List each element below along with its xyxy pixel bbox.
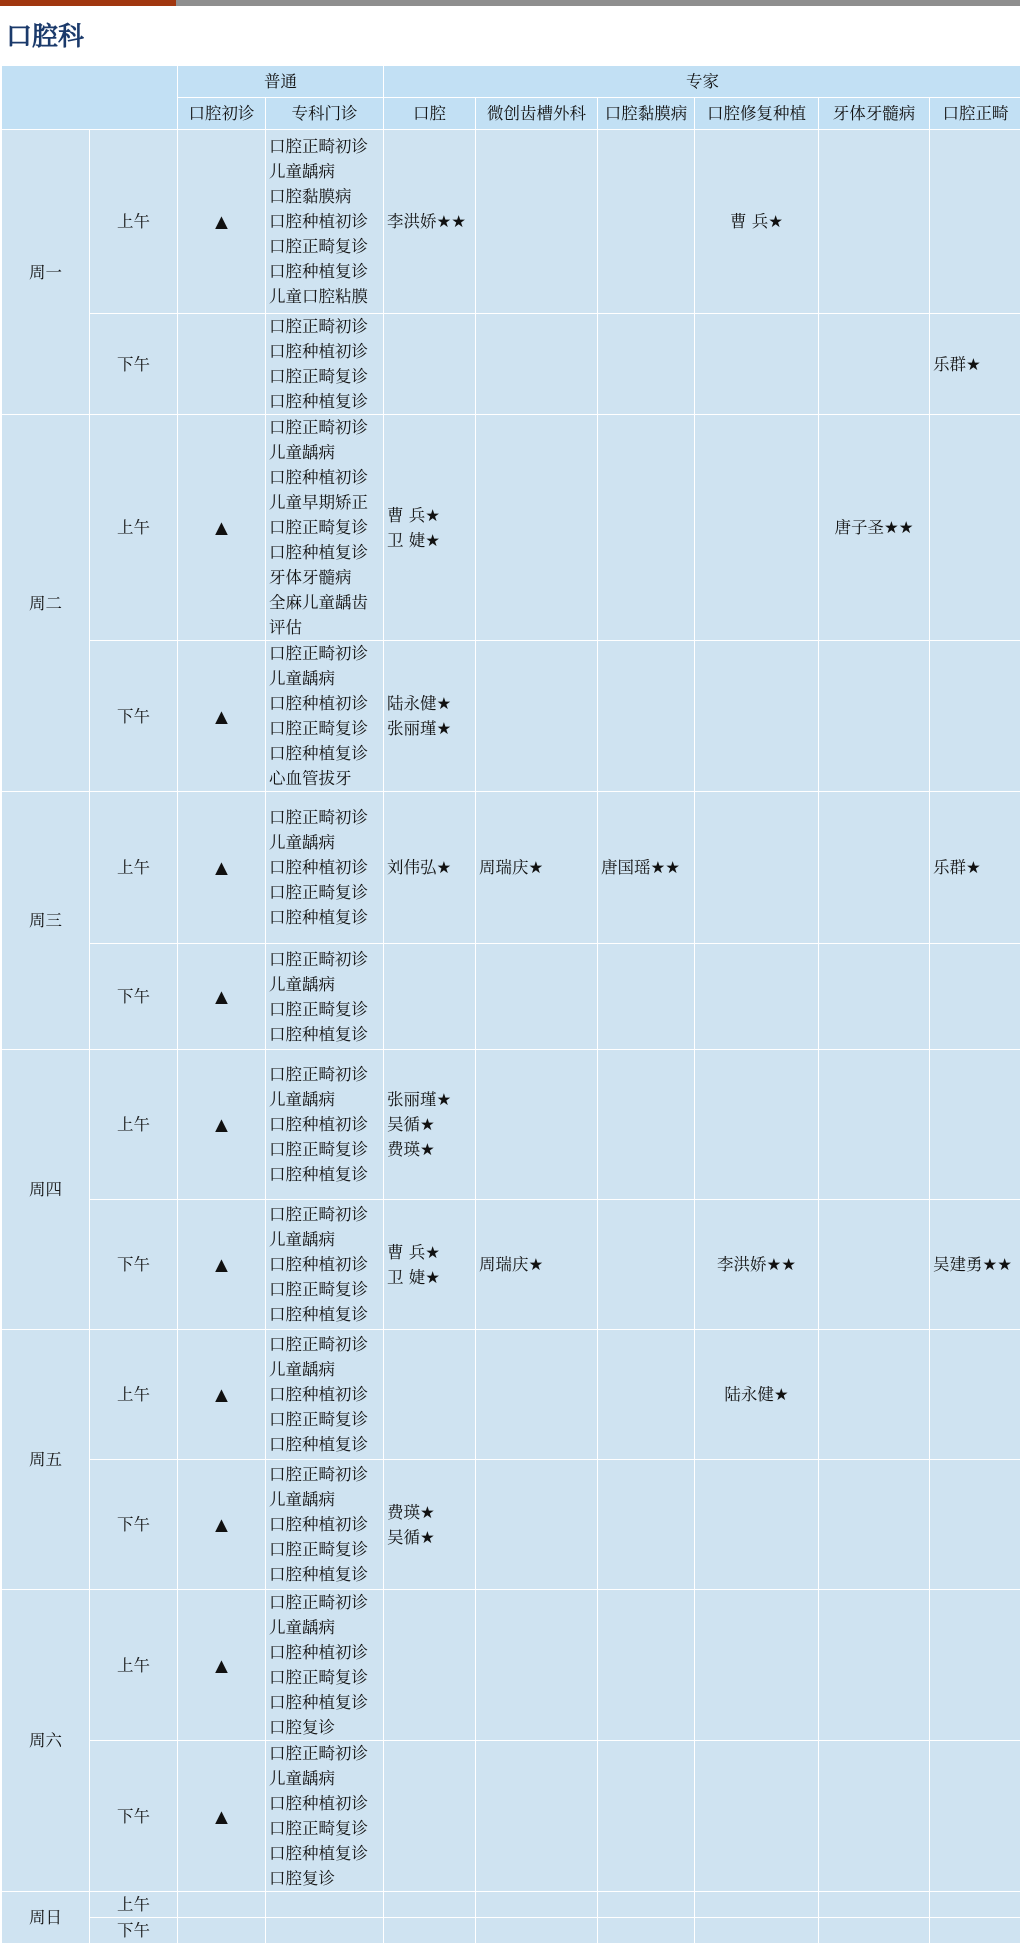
cell-line: 口腔正畸复诊 (269, 237, 368, 256)
header-group-general: 普通 (178, 66, 384, 98)
cell-line: 口腔种植复诊 (269, 908, 368, 927)
cell-line: 陆永健★ (387, 694, 452, 713)
cell-line: 口腔种植复诊 (269, 392, 368, 411)
orthodontics-cell (930, 1200, 1020, 1330)
header-endodontics: 牙体牙髓病 (819, 98, 930, 130)
session-label: 上午 (90, 1050, 178, 1200)
cell-line: 口腔正畸初诊 (269, 1335, 368, 1354)
cell-line: 口腔种植初诊 (269, 1643, 368, 1662)
orthodontics-cell (930, 1741, 1020, 1892)
specialty-clinic-cell (266, 1892, 384, 1918)
cell-line: 乐群★ (933, 858, 981, 877)
cell-line: 口腔正畸初诊 (269, 1205, 368, 1224)
orthodontics-cell (930, 1590, 1020, 1741)
cell-line: 曹 兵★ (387, 505, 441, 525)
session-label: 下午 (90, 1460, 178, 1590)
specialty-clinic-cell (266, 641, 384, 792)
cell-line: 口腔正畸复诊 (269, 999, 368, 1019)
cell-line: 卫 婕★ (387, 530, 441, 550)
cell-line: 儿童早期矫正 (269, 493, 368, 512)
session-row (2, 1741, 1020, 1892)
endodontics-cell (819, 1460, 930, 1590)
cell-line: 口腔种植初诊 (269, 1115, 368, 1134)
specialty-clinic-cell (266, 944, 384, 1050)
cell-line: 口腔种植初诊 (269, 858, 368, 877)
micro-surgery-cell (476, 641, 598, 792)
mucosa-cell (598, 314, 695, 415)
cell-line: 卫 婕★ (387, 1267, 441, 1287)
cell-line: 费瑛★ (387, 1502, 435, 1522)
oral-cell (384, 1050, 476, 1200)
cell-line: 张丽瑾★ (387, 1090, 452, 1109)
oral-cell (384, 1918, 476, 1944)
cell-line: 口腔正畸初诊 (269, 418, 368, 437)
endodontics-cell (819, 944, 930, 1050)
cell-line: 口腔复诊 (269, 1869, 335, 1888)
initial-visit-cell: ▲ (178, 1200, 266, 1330)
mucosa-cell (598, 1892, 695, 1918)
cell-line: 口腔种植复诊 (269, 1435, 368, 1454)
initial-visit-cell: ▲ (178, 415, 266, 641)
session-row (2, 944, 1020, 1050)
day-label: 周二 (2, 415, 90, 792)
cell-line: 口腔种植复诊 (269, 543, 368, 562)
endodontics-cell (819, 130, 930, 314)
day-label: 周三 (2, 792, 90, 1050)
cell-line: 口腔正畸复诊 (269, 367, 368, 386)
micro-surgery-cell (476, 1200, 598, 1330)
oral-cell (384, 641, 476, 792)
endodontics-cell (819, 792, 930, 944)
cell-line: 口腔种植复诊 (269, 1024, 368, 1044)
endodontics-cell (819, 1330, 930, 1460)
prosthetic-cell (695, 1918, 819, 1944)
endodontics-cell (819, 415, 930, 641)
cell-line: 费瑛★ (387, 1140, 435, 1159)
oral-cell (384, 1200, 476, 1330)
prosthetic-cell (695, 314, 819, 415)
cell-line: 曹 兵★ (729, 212, 784, 231)
cell-line: 口腔正畸初诊 (269, 644, 368, 663)
mucosa-cell (598, 1590, 695, 1741)
cell-line: 口腔正畸复诊 (269, 1140, 368, 1159)
prosthetic-cell (695, 641, 819, 792)
session-label: 下午 (90, 944, 178, 1050)
cell-line: 口腔正畸初诊 (269, 1065, 368, 1084)
cell-line: 儿童龋病 (269, 162, 335, 181)
specialty-clinic-cell (266, 1330, 384, 1460)
cell-line: 口腔种植复诊 (269, 262, 368, 281)
header-specialty-clinic: 专科门诊 (266, 98, 384, 130)
cell-line: 口腔种植初诊 (269, 342, 368, 361)
header-prosthetic-implant: 口腔修复种植 (695, 98, 819, 130)
endodontics-cell (819, 314, 930, 415)
micro-surgery-cell (476, 944, 598, 1050)
micro-surgery-cell (476, 130, 598, 314)
initial-visit-cell: ▲ (178, 641, 266, 792)
orthodontics-cell (930, 1918, 1020, 1944)
cell-line: 口腔复诊 (269, 1718, 335, 1737)
top-bar-accent (0, 0, 176, 6)
specialty-clinic-cell (266, 1590, 384, 1741)
cell-line: 儿童龋病 (269, 833, 335, 852)
micro-surgery-cell (476, 792, 598, 944)
cell-line: 刘伟弘★ (387, 858, 452, 877)
initial-visit-cell (178, 1918, 266, 1944)
cell-line: 口腔种植复诊 (269, 1693, 368, 1712)
prosthetic-cell (695, 1741, 819, 1892)
session-row (2, 792, 1020, 944)
session-label: 上午 (90, 415, 178, 641)
endodontics-cell (819, 641, 930, 792)
cell-line: 儿童龋病 (269, 1490, 335, 1509)
prosthetic-cell (695, 944, 819, 1050)
oral-cell (384, 1460, 476, 1590)
session-row (2, 130, 1020, 314)
prosthetic-cell (695, 1050, 819, 1200)
orthodontics-cell (930, 1892, 1020, 1918)
day-label: 周五 (2, 1330, 90, 1590)
cell-line: 李洪娇★★ (716, 1255, 797, 1274)
mucosa-cell (598, 1741, 695, 1892)
initial-visit-cell: ▲ (178, 792, 266, 944)
oral-cell (384, 1330, 476, 1460)
initial-visit-cell: ▲ (178, 1460, 266, 1590)
cell-line: 口腔种植复诊 (269, 1844, 368, 1863)
session-label: 下午 (90, 1918, 178, 1944)
specialty-clinic-cell (266, 314, 384, 415)
page-title: 口腔科 (6, 22, 85, 52)
cell-line: 李洪娇★★ (387, 212, 467, 231)
cell-line: 儿童龋病 (269, 443, 335, 462)
initial-visit-cell: ▲ (178, 944, 266, 1050)
orthodontics-cell (930, 1330, 1020, 1460)
session-label: 上午 (90, 792, 178, 944)
mucosa-cell (598, 944, 695, 1050)
micro-surgery-cell (476, 1741, 598, 1892)
cell-line: 口腔正畸复诊 (269, 1410, 368, 1429)
session-label: 下午 (90, 1200, 178, 1330)
micro-surgery-cell (476, 1892, 598, 1918)
endodontics-cell (819, 1741, 930, 1892)
initial-visit-cell (178, 314, 266, 415)
initial-visit-cell: ▲ (178, 1330, 266, 1460)
specialty-clinic-cell (266, 1200, 384, 1330)
header-oral-mucosa: 口腔黏膜病 (598, 98, 695, 130)
mucosa-cell (598, 415, 695, 641)
micro-surgery-cell (476, 1918, 598, 1944)
cell-line: 口腔种植初诊 (269, 468, 368, 487)
session-label: 上午 (90, 1590, 178, 1741)
cell-line: 儿童龋病 (269, 1090, 335, 1109)
session-label: 下午 (90, 1741, 178, 1892)
initial-visit-cell: ▲ (178, 130, 266, 314)
day-label: 周日 (2, 1892, 90, 1944)
cell-line: 吴建勇★★ (933, 1255, 1013, 1274)
schedule-table (1, 65, 1020, 1944)
top-color-bar (0, 0, 1020, 6)
session-row (2, 641, 1020, 792)
cell-line: 唐子圣★★ (834, 518, 914, 537)
initial-visit-cell (178, 1892, 266, 1918)
prosthetic-cell (695, 1460, 819, 1590)
cell-line: 牙体牙髓病 (269, 568, 352, 587)
cell-line: 口腔种植初诊 (269, 1515, 368, 1534)
orthodontics-cell (930, 792, 1020, 944)
session-label: 下午 (90, 314, 178, 415)
session-row (2, 1460, 1020, 1590)
prosthetic-cell (695, 1892, 819, 1918)
oral-cell (384, 792, 476, 944)
header-oral: 口腔 (384, 98, 476, 130)
cell-line: 儿童龋病 (269, 669, 335, 688)
cell-line: 儿童口腔粘膜 (269, 287, 368, 306)
prosthetic-cell (695, 792, 819, 944)
cell-line: 口腔种植初诊 (269, 1794, 368, 1813)
session-row (2, 1200, 1020, 1330)
mucosa-cell (598, 792, 695, 944)
mucosa-cell (598, 1200, 695, 1330)
cell-line: 口腔正畸初诊 (269, 137, 368, 156)
specialty-clinic-cell (266, 1050, 384, 1200)
specialty-clinic-cell (266, 415, 384, 641)
cell-line: 曹 兵★ (387, 1242, 441, 1262)
mucosa-cell (598, 1330, 695, 1460)
specialty-clinic-cell (266, 1460, 384, 1590)
cell-line: 口腔正畸复诊 (269, 1540, 368, 1559)
mucosa-cell (598, 130, 695, 314)
micro-surgery-cell (476, 415, 598, 641)
cell-line: 口腔正畸复诊 (269, 1668, 368, 1687)
cell-line: 口腔正畸初诊 (269, 317, 368, 336)
oral-cell (384, 1590, 476, 1741)
cell-line: 儿童龋病 (269, 1769, 335, 1788)
cell-line: 儿童龋病 (269, 974, 335, 994)
initial-visit-cell: ▲ (178, 1050, 266, 1200)
session-row (2, 1330, 1020, 1460)
endodontics-cell (819, 1590, 930, 1741)
header-row-groups (2, 66, 1020, 98)
orthodontics-cell (930, 641, 1020, 792)
cell-line: 口腔正畸初诊 (269, 808, 368, 827)
session-row (2, 314, 1020, 415)
session-row (2, 1590, 1020, 1741)
cell-line: 口腔种植初诊 (269, 212, 368, 231)
cell-line: 口腔种植复诊 (269, 744, 368, 763)
cell-line: 儿童龋病 (269, 1230, 335, 1249)
mucosa-cell (598, 1918, 695, 1944)
session-label: 上午 (90, 1330, 178, 1460)
endodontics-cell (819, 1918, 930, 1944)
cell-line: 吴循★ (387, 1115, 435, 1134)
cell-line: 评估 (269, 618, 302, 637)
cell-line: 儿童龋病 (269, 1618, 335, 1637)
cell-line: 口腔正畸初诊 (269, 1744, 368, 1763)
orthodontics-cell (930, 415, 1020, 641)
micro-surgery-cell (476, 1050, 598, 1200)
header-group-expert: 专家 (384, 66, 1020, 98)
cell-line: 口腔种植初诊 (269, 1255, 368, 1274)
mucosa-cell (598, 641, 695, 792)
micro-surgery-cell (476, 1330, 598, 1460)
cell-line: 口腔正畸复诊 (269, 883, 368, 902)
initial-visit-cell: ▲ (178, 1590, 266, 1741)
mucosa-cell (598, 1460, 695, 1590)
cell-line: 心血管拔牙 (269, 769, 352, 788)
cell-line: 儿童龋病 (269, 1360, 335, 1379)
cell-line: 口腔正畸复诊 (269, 1819, 368, 1838)
cell-line: 张丽瑾★ (387, 719, 452, 738)
cell-line: 口腔种植复诊 (269, 1165, 368, 1184)
oral-cell (384, 1741, 476, 1892)
oral-cell (384, 1892, 476, 1918)
prosthetic-cell (695, 1330, 819, 1460)
header-orthodontics: 口腔正畸 (930, 98, 1020, 130)
session-label: 上午 (90, 130, 178, 314)
day-label: 周一 (2, 130, 90, 415)
session-row (2, 1050, 1020, 1200)
orthodontics-cell (930, 1050, 1020, 1200)
cell-line: 吴循★ (387, 1527, 435, 1547)
session-label: 下午 (90, 641, 178, 792)
orthodontics-cell (930, 130, 1020, 314)
cell-line: 口腔种植初诊 (269, 1385, 368, 1404)
prosthetic-cell (695, 1200, 819, 1330)
cell-line: 口腔正畸初诊 (269, 949, 368, 969)
session-row (2, 1918, 1020, 1944)
day-label: 周六 (2, 1590, 90, 1892)
cell-line: 口腔正畸初诊 (269, 1465, 368, 1484)
orthodontics-cell (930, 944, 1020, 1050)
oral-cell (384, 944, 476, 1050)
cell-line: 陆永健★ (724, 1385, 789, 1404)
day-label: 周四 (2, 1050, 90, 1330)
cell-line: 口腔正畸初诊 (269, 1593, 368, 1612)
oral-cell (384, 415, 476, 641)
cell-line: 口腔黏膜病 (269, 187, 352, 206)
header-initial-visit: 口腔初诊 (178, 98, 266, 130)
endodontics-cell (819, 1050, 930, 1200)
orthodontics-cell (930, 1460, 1020, 1590)
cell-line: 口腔正畸复诊 (269, 1280, 368, 1299)
endodontics-cell (819, 1892, 930, 1918)
cell-line: 口腔正畸复诊 (269, 719, 368, 738)
cell-line: 周瑞庆★ (479, 1255, 544, 1274)
micro-surgery-cell (476, 314, 598, 415)
specialty-clinic-cell (266, 130, 384, 314)
prosthetic-cell (695, 415, 819, 641)
header-minimally-invasive: 微创齿槽外科 (476, 98, 598, 130)
prosthetic-cell (695, 130, 819, 314)
cell-line: 全麻儿童龋齿 (269, 593, 368, 612)
cell-line: 口腔正畸复诊 (269, 518, 368, 537)
micro-surgery-cell (476, 1590, 598, 1741)
prosthetic-cell (695, 1590, 819, 1741)
session-label: 上午 (90, 1892, 178, 1918)
cell-line: 口腔种植复诊 (269, 1305, 368, 1324)
mucosa-cell (598, 1050, 695, 1200)
micro-surgery-cell (476, 1460, 598, 1590)
cell-line: 唐国瑶★★ (601, 858, 681, 877)
cell-line: 乐群★ (933, 354, 981, 374)
oral-cell (384, 130, 476, 314)
cell-line: 周瑞庆★ (479, 858, 544, 877)
session-row (2, 415, 1020, 641)
orthodontics-cell (930, 314, 1020, 415)
endodontics-cell (819, 1200, 930, 1330)
cell-line: 口腔种植复诊 (269, 1565, 368, 1584)
initial-visit-cell: ▲ (178, 1741, 266, 1892)
session-row (2, 1892, 1020, 1918)
specialty-clinic-cell (266, 792, 384, 944)
specialty-clinic-cell (266, 1918, 384, 1944)
header-corner (2, 66, 178, 130)
schedule-body (2, 66, 1020, 1944)
oral-cell (384, 314, 476, 415)
cell-line: 口腔种植初诊 (269, 694, 368, 713)
specialty-clinic-cell (266, 1741, 384, 1892)
